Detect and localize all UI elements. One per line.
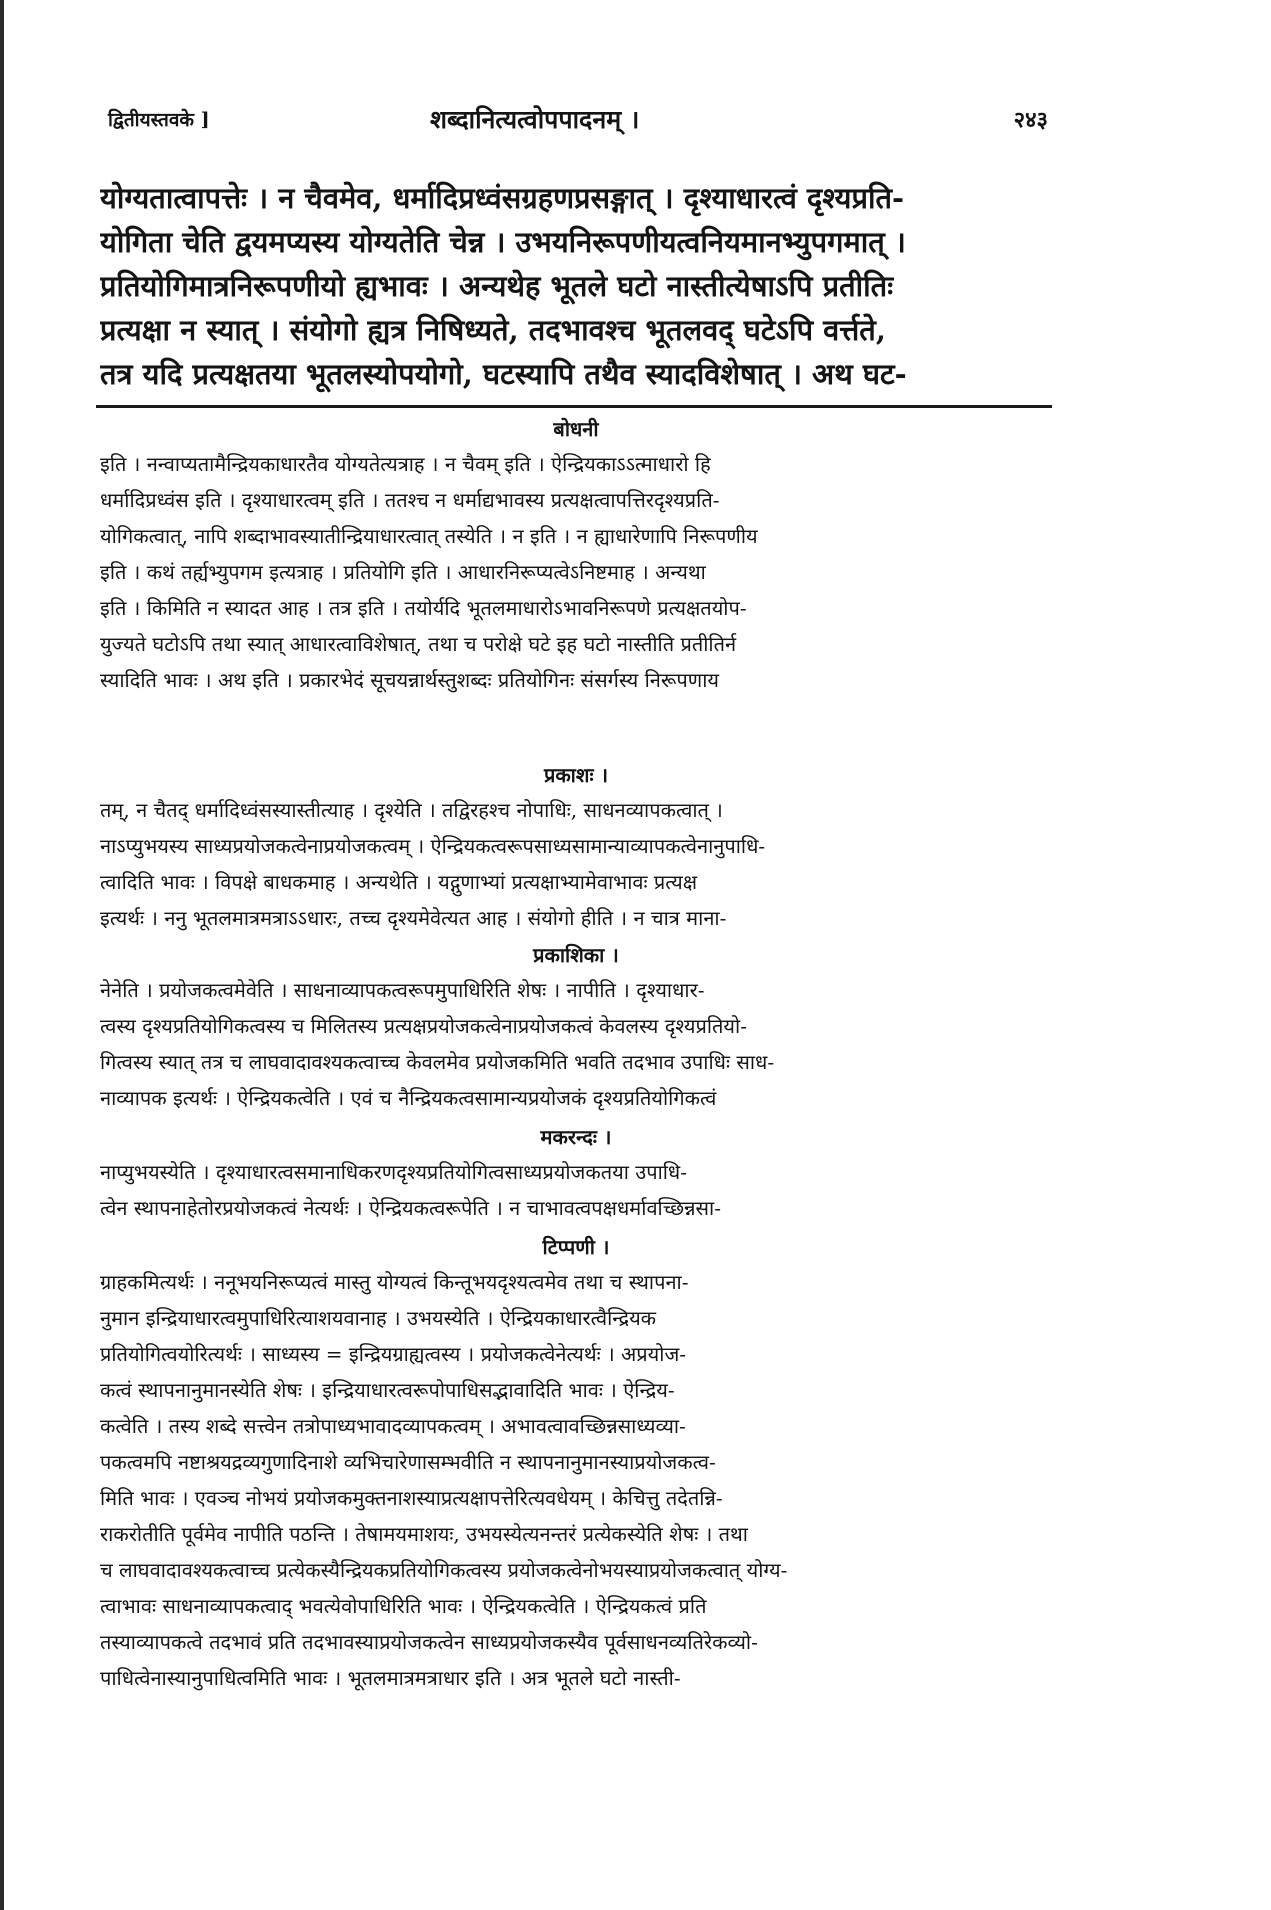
page-number: २४३ [1013, 107, 1048, 133]
commentary-line: मिति भावः । एवञ्च नोभयं प्रयोजकमुक्तनाशस्याप्रत्यक्षापत्तेरित्यवधेयम् । केचित्तु तदेतन्नि- [100, 1486, 723, 1510]
commentary-line: योगिकत्वात्, नापि शब्दाभावस्यातीन्द्रियाधारत्वात् तस्येति । न इति । न ह्याधारेणापि निरूपणीय [100, 524, 758, 548]
commentary-line: त्वादिति भावः । विपक्षे बाधकमाह । अन्यथेति । यद्गुणाभ्यां प्रत्यक्षाभ्यामेवाभावः प्रत्यक्ष [100, 870, 698, 894]
commentary-line: नाऽप्युभयस्य साध्यप्रयोजकत्वेनाप्रयोजकत्वम् । ऐन्द्रियकत्वरूपसाध्यसामान्याव्यापकत्वेनानुपाधि- [100, 834, 766, 858]
commentary-line: त्वस्य दृश्यप्रतियोगिकत्वस्य च मिलितस्य प्रत्यक्षप्रयोजकत्वेनाप्रयोजकत्वं केवलस्य दृश्यप्रतियो- [100, 1014, 747, 1038]
commentary-line: नेनेति । प्रयोजकत्वमेवेति । साधनाव्यापकत्वरूपमुपाधिरिति शेषः । नापीति । दृश्याधार- [100, 978, 705, 1002]
commentary-line: च लाघवादावश्यकत्वाच्च प्रत्येकस्यैन्द्रियकप्रतियोगिकत्वस्य प्रयोजकत्वेनोभयस्याप्रयोजकत्वात् योग्य- [100, 1558, 788, 1582]
binding-edge [0, 0, 4, 1910]
commentary-line: कत्वेति । तस्य शब्दे सत्त्वेन तत्रोपाध्यभावादव्यापकत्वम् । अभावत्वावच्छिन्नसाध्यव्या- [100, 1414, 686, 1438]
commentary-line: नाव्यापक इत्यर्थः । ऐन्द्रियकत्वेति । एवं च नैन्द्रियकत्वसामान्यप्रयोजकं दृश्यप्रतियोगिकत्वं [100, 1086, 717, 1110]
commentary-bodhani [100, 446, 1052, 698]
commentary-line: प्रतियोगित्वयोरित्यर्थः । साध्यस्य = इन्द्रियग्राह्यत्वस्य । प्रयोजकत्वेनेत्यर्थः । अप्रयोज- [100, 1342, 687, 1366]
commentary-line: नुमान इन्द्रियाधारत्वमुपाधिरित्याशयवानाह । उभयस्येति । ऐन्द्रियकाधारत्वैन्द्रियक [100, 1306, 657, 1330]
commentary-line: इति । कथं तर्ह्यभ्युपगम इत्यत्राह । प्रतियोगि इति । आधारनिरूप्यत्वेऽनिष्टमाह । अन्यथा [100, 560, 706, 584]
main-line: प्रतियोगिमात्रनिरूपणीयो ह्यभावः । अन्यथेह भूतले घटो नास्तीत्येषाऽपि प्रतीतिः [100, 269, 894, 303]
commentary-line: कत्वं स्थापनानुमानस्येति शेषः । इन्द्रियाधारत्वरूपोपाधिसद्भावादिति भावः । ऐन्द्रिय- [100, 1378, 675, 1402]
commentary-line: धर्मादिप्रध्वंस इति । दृश्याधारत्वम् इति । ततश्च न धर्माद्यभावस्य प्रत्यक्षत्वापत्तिरदृश्यप्रति- [100, 488, 720, 512]
commentary-line: राकरोतीति पूर्वमेव नापीति पठन्ति । तेषामयमाशयः, उभयस्येत्यनन्तरं प्रत्येकस्येति शेषः । तथा [100, 1522, 748, 1546]
commentary-line: युज्यते घटोऽपि तथा स्यात् आधारत्वाविशेषात्, तथा च परोक्षे घटे इह घटो नास्तीति प्रतीतिर्न [100, 632, 737, 656]
main-line: तत्र यदि प्रत्यक्षतया भूतलस्योपयोगो, घटस्यापि तथैव स्यादविशेषात् । अथ घट- [100, 357, 907, 391]
commentary-heading-bodhani: बोधनी [553, 417, 599, 441]
commentary-line: इत्यर्थः । ननु भूतलमात्रमत्राऽऽधारः, तच्च दृश्यमेवेत्यत आह । संयोगो हीति । न चात्र माना- [100, 906, 727, 930]
commentary-line: नाप्युभयस्येति । दृश्याधारत्वसमानाधिकरणदृश्यप्रतियोगित्वसाध्यप्रयोजकतया उपाधि- [100, 1160, 687, 1184]
header-section-label: द्वितीयस्तवके ] [108, 109, 210, 131]
main-line: योग्यतात्वापत्तेः । न चैवमेव, धर्मादिप्रध्वंसग्रहणप्रसङ्गात् । दृश्याधारत्वं दृश्यप्रति- [100, 181, 905, 215]
main-line: प्रत्यक्षा न स्यात् । संयोगो ह्यत्र निषिध्यते, तदभावश्च भूतलवद् घटेऽपि वर्त्तते, [100, 313, 886, 347]
commentary-line: तस्याव्यापकत्वे तदभावं प्रति तदभावस्याप्रयोजकत्वेन साध्यप्रयोजकस्यैव पूर्वसाधनव्यतिरेकव्यो- [100, 1630, 758, 1654]
commentary-heading-makaranda: मकरन्दः । [540, 1125, 612, 1149]
commentary-line: ग्राहकमित्यर्थः । ननूभयनिरूप्यत्वं मास्तु योग्यत्वं किन्तूभयदृश्यत्वमेव तथा च स्थापना- [100, 1270, 689, 1294]
commentary-prakashika [100, 972, 1052, 1116]
commentary-line: पकत्वमपि नष्टाश्रयद्रव्यगुणादिनाशे व्यभिचारेणासम्भवीति न स्थापनानुमानस्याप्रयोजकत्व- [100, 1450, 716, 1474]
commentary-prakasha [100, 792, 1052, 936]
commentary-makaranda [100, 1154, 1052, 1226]
main-line: योगिता चेति द्वयमप्यस्य योग्यतेति चेन्न । उभयनिरूपणीयत्वनियमानभ्युपगमात् । [100, 225, 906, 259]
commentary-line: त्वेन स्थापनाहेतोरप्रयोजकत्वं नेत्यर्थः । ऐन्द्रियकत्वरूपेति । न चाभावत्वपक्षधर्मावच्छिन्नसा- [100, 1196, 721, 1220]
commentary-tippani [100, 1264, 1052, 1696]
commentary-line: इति । नन्वाप्यतामैन्द्रियकाधारतैव योग्यतेत्यत्राह । न चैवम् इति । ऐन्द्रियकाऽऽत्माधारो हि [100, 452, 711, 476]
running-header [108, 96, 1048, 136]
commentary-heading-tippani: टिप्पणी । [542, 1235, 610, 1259]
commentary-line: गित्वस्य स्यात् तत्र च लाघवादावश्यकत्वाच्च केवलमेव प्रयोजकमिति भवति तदभाव उपाधिः साध- [100, 1050, 775, 1074]
commentary-line: स्यादिति भावः । अथ इति । प्रकारभेदं सूचयन्नार्थस्तुशब्दः प्रतियोगिनः संसर्गस्य निरूपणाय [100, 668, 720, 692]
commentary-line: पाधित्वेनास्यानुपाधित्वमिति भावः । भूतलमात्रमत्राधार इति । अत्र भूतले घटो नास्ती- [100, 1666, 681, 1690]
commentary-heading-prakasha: प्रकाशः । [543, 763, 609, 787]
commentary-line: तम्, न चैतद् धर्मादिध्वंसस्यास्तीत्याह । दृश्येति । तद्विरहश्च नोपाधिः, साधनव्यापकत्वात् । [100, 798, 723, 822]
text-divider [96, 405, 1052, 408]
header-title: शब्दानित्यत्वोपपादनम् । [430, 105, 640, 134]
commentary-line: त्वाभावः साधनाव्यापकत्वाद् भवत्येवोपाधिरिति भावः । ऐन्द्रियकत्वेति । ऐन्द्रियकत्वं प्रति [100, 1594, 707, 1618]
commentary-heading-prakashika: प्रकाशिका । [533, 943, 619, 967]
commentary-line: इति । किमिति न स्यादत आह । तत्र इति । तयोर्यदि भूतलमाधारोऽभावनिरूपणे प्रत्यक्षतयोप- [100, 596, 747, 620]
main-text [100, 176, 1052, 396]
